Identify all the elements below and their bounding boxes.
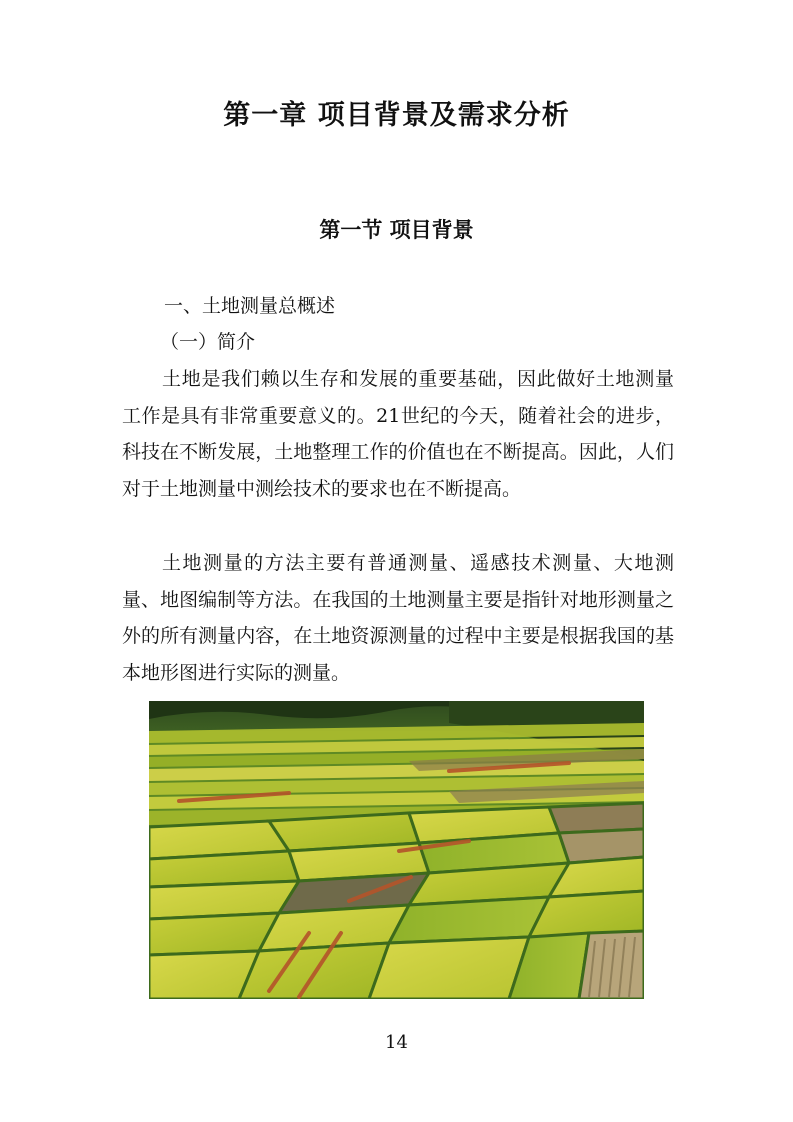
chapter-title: 第一章 项目背景及需求分析 [223, 100, 570, 131]
page-number: 14 [385, 1032, 408, 1053]
paragraph: 土地测量的方法主要有普通测量、遥感技术测量、大地测量、地图编制等方法。在我国的土地测量主要是指针对地形测量之外的所有测量内容，在土地资源测量的过程中主要是根据我国的基本地形图进行实际的测量。 [122, 552, 674, 685]
subheading-overview: 一、土地测量总概述 [164, 295, 336, 317]
paragraph: 土地是我们赖以生存和发展的重要基础，因此做好土地测量工作是具有非常重要意义的。21世纪的今天，随着社会的进步，科技在不断发展，土地整理工作的价值也在不断提高。因此，人们对于土地测量中测绘技术的要求也在不断提高。 [122, 368, 674, 501]
subheading-intro: （一）简介 [160, 331, 256, 353]
section-title: 第一节 项目背景 [319, 218, 474, 242]
rice-field-photo [149, 701, 644, 999]
